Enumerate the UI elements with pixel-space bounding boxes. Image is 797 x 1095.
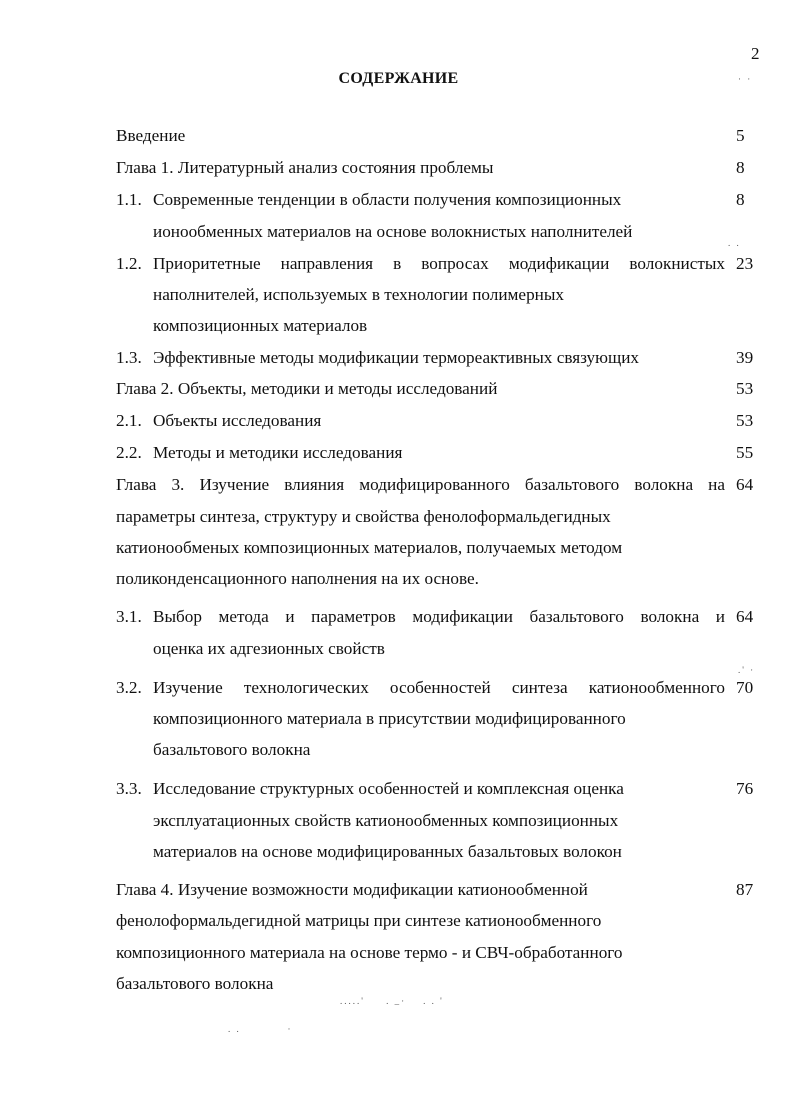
toc-page: 53 — [736, 379, 754, 398]
toc-entry-line: поликонденсационного наполнения на их основе. — [116, 569, 479, 588]
toc-entry-line: базальтового волокна — [116, 974, 274, 993]
scan-speck: . . — [728, 238, 741, 248]
toc-entry-line: Приоритетные направления в вопросах модификации волокнистых — [153, 254, 725, 273]
toc-page: 8 — [736, 190, 745, 209]
toc-entry-line: катионообменых композиционных материалов, получаемых методом — [116, 538, 623, 557]
toc-page: 8 — [736, 158, 745, 177]
toc-entry-line: композиционных материалов — [153, 316, 368, 335]
toc-entry-line: Изучение технологических особенностей синтеза катионообменного — [153, 678, 725, 697]
toc-entry-line: ионообменных материалов на основе волокнистых наполнителей — [153, 222, 633, 241]
toc-entry-chapter-2: Глава 2. Объекты, методики и методы исследований — [116, 379, 498, 398]
toc-section-number: 1.2. — [116, 254, 142, 273]
toc-page: 64 — [736, 607, 754, 626]
toc-page: 87 — [736, 880, 754, 899]
toc-section-number: 2.1. — [116, 411, 142, 430]
toc-entry-line: Исследование структурных особенностей и комплексная оценка — [153, 779, 624, 798]
toc-page: 53 — [736, 411, 754, 430]
scan-speck: .' · — [738, 665, 756, 675]
page-number: 2 — [751, 44, 760, 63]
toc-entry-line: фенолоформальдегидной матрицы при синтезе катионообменного — [116, 911, 602, 930]
toc-entry-line: композиционного материала в присутствии модифицированного — [153, 709, 626, 728]
toc-entry-line: композиционного материала на основе термо - и СВЧ-обработанного — [116, 943, 623, 962]
toc-section-number: 3.3. — [116, 779, 142, 798]
toc-section-number: 3.1. — [116, 607, 142, 626]
toc-section-number: 2.2. — [116, 443, 142, 462]
toc-section-number: 3.2. — [116, 678, 142, 697]
toc-entry-line: базальтового волокна — [153, 740, 311, 759]
page-title: СОДЕРЖАНИЕ — [338, 70, 459, 87]
toc-entry-line: параметры синтеза, структуру и свойства фенолоформальдегидных — [116, 507, 611, 526]
toc-section-number: 1.1. — [116, 190, 142, 209]
toc-entry-line: эксплуатационных свойств катионообменных композиционных — [153, 811, 619, 830]
toc-page: 5 — [736, 126, 745, 145]
toc-page: 23 — [736, 254, 754, 273]
toc-page: 70 — [736, 678, 754, 697]
toc-entry-intro: Введение — [116, 126, 186, 145]
toc-entry-chapter-3: Глава 3. Изучение влияния модифицированного базальтового волокна на — [116, 475, 725, 494]
toc-entry-chapter-4: Глава 4. Изучение возможности модификации катионообменной — [116, 880, 588, 899]
toc-entry-line: Методы и методики исследования — [153, 443, 403, 462]
toc-entry-chapter-1: Глава 1. Литературный анализ состояния проблемы — [116, 158, 494, 177]
toc-page: 76 — [736, 779, 754, 798]
toc-entry-line: Эффективные методы модификации термореактивных связующих — [153, 348, 640, 367]
scan-speck: · · — [738, 74, 753, 84]
toc-entry-line: материалов на основе модифицированных базальтовых волокон — [153, 842, 622, 861]
toc-entry-line: Объекты исследования — [153, 411, 322, 430]
toc-entry-line: Выбор метода и параметров модификации базальтового волокна и — [153, 607, 725, 626]
scan-speck: .....' . _· . . ' — [340, 996, 444, 1006]
toc-entry-line: наполнителей, используемых в технологии полимерных — [153, 285, 564, 304]
toc-page: 64 — [736, 475, 754, 494]
toc-entry-line: оценка их адгезионных свойств — [153, 639, 385, 658]
toc-page: 55 — [736, 443, 754, 462]
toc-entry-line: Современные тенденции в области получения композиционных — [153, 190, 622, 209]
toc-section-number: 1.3. — [116, 348, 142, 367]
toc-page: 39 — [736, 348, 754, 367]
scan-speck: . . · — [228, 1024, 293, 1034]
